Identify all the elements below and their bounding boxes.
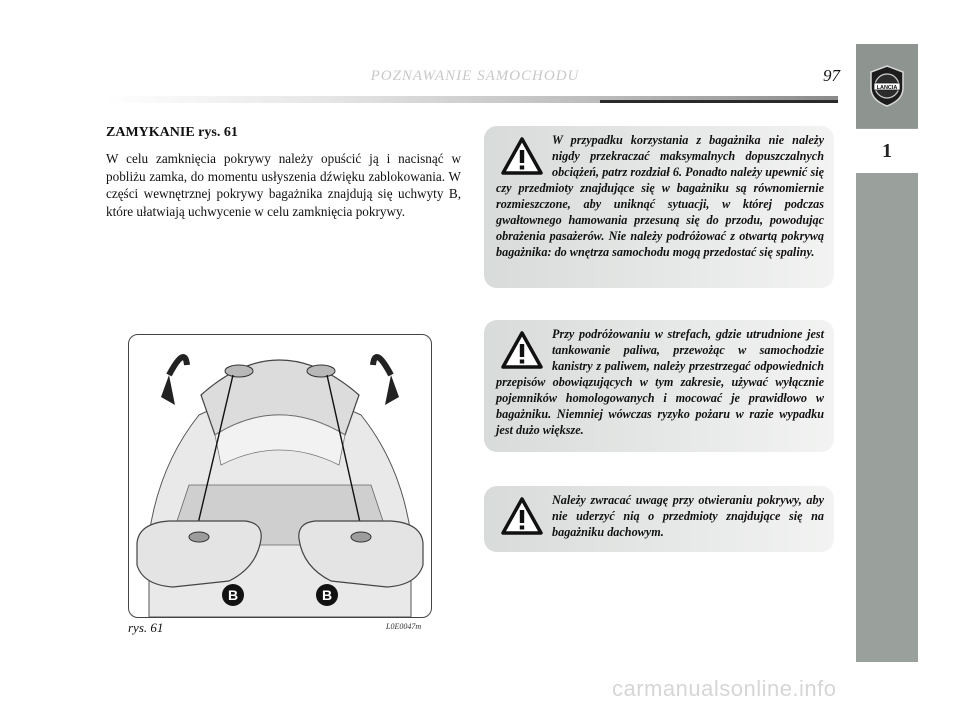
chapter-number: 1: [856, 129, 918, 173]
lancia-logo-text: LANCIA: [876, 85, 898, 91]
warning-box-1: [484, 126, 834, 288]
label-b-left: B: [227, 587, 239, 603]
page-title: POZNAWANIE SAMOCHODU: [370, 68, 580, 84]
warning-text-1: W przypadku korzystania z bagażnika nie należy nigdy przekraczać maksymalnych dopuszczalnych obciążeń, patrz rozdział 6. Ponadto należy upewnić się czy przedmioty znajdujące się w bagażniku są równomiernie rozmieszczone, aby uniknąć sytuacji, w której podczas gwałtownego hamowania przesuną się do przodu, powodując obrażenia pasażerów. Nie należy podróżować z otwartą pokrywą bagażnika: do wnętrza samochodu mogą przedostać się spaliny.: [496, 133, 824, 259]
warning-box-3: [484, 486, 834, 552]
page-number: 97: [823, 66, 840, 85]
figure-caption: rys. 61: [128, 620, 164, 635]
side-tab-logo: [856, 44, 918, 128]
figure-code: L0E0047m: [386, 622, 422, 631]
warning-triangle-icon: [500, 136, 544, 176]
warning-box-2: [484, 320, 834, 452]
watermark: carmanualsonline.info: [612, 676, 837, 701]
warning-triangle-icon: [500, 330, 544, 370]
lancia-logo-icon: [867, 64, 907, 108]
label-b-right: B: [321, 587, 333, 603]
section-heading: ZAMYKANIE rys. 61: [106, 125, 238, 140]
warning-text-3: Należy zwracać uwagę przy otwieraniu pokrywy, aby nie uderzyć nią o przedmioty znajdujące się na bagażniku dachowym.: [552, 493, 824, 539]
warning-triangle-icon: [500, 496, 544, 536]
warning-text-2: Przy podróżowaniu w strefach, gdzie utrudnione jest tankowanie paliwa, przewożąc w samochodzie kanistry z paliwem, należy przestrzegać odpowiednich przepisów obowiązujących w tym zakresie, używać wyłącznie pojemników homologowanych i mocować je prawidłowo w bagażniku. Niemniej wówczas ryzyko pożaru w razie wypadku jest dużo większe.: [496, 327, 824, 437]
header-rule-accent: [600, 100, 838, 103]
figure-illustration: [128, 334, 432, 618]
trunk-lid-illustration: [129, 335, 431, 617]
section-paragraph: W celu zamknięcia pokrywy należy opuścić ją i nacisnąć w pobliżu zamka, do momentu usłyszenia dźwięku zablokowania. W części wewnętrznej pokrywy bagażnika znajdują się uchwyty B, które ułatwiają uchwycenie w celu zamknięcia pokrywy.: [106, 151, 461, 219]
